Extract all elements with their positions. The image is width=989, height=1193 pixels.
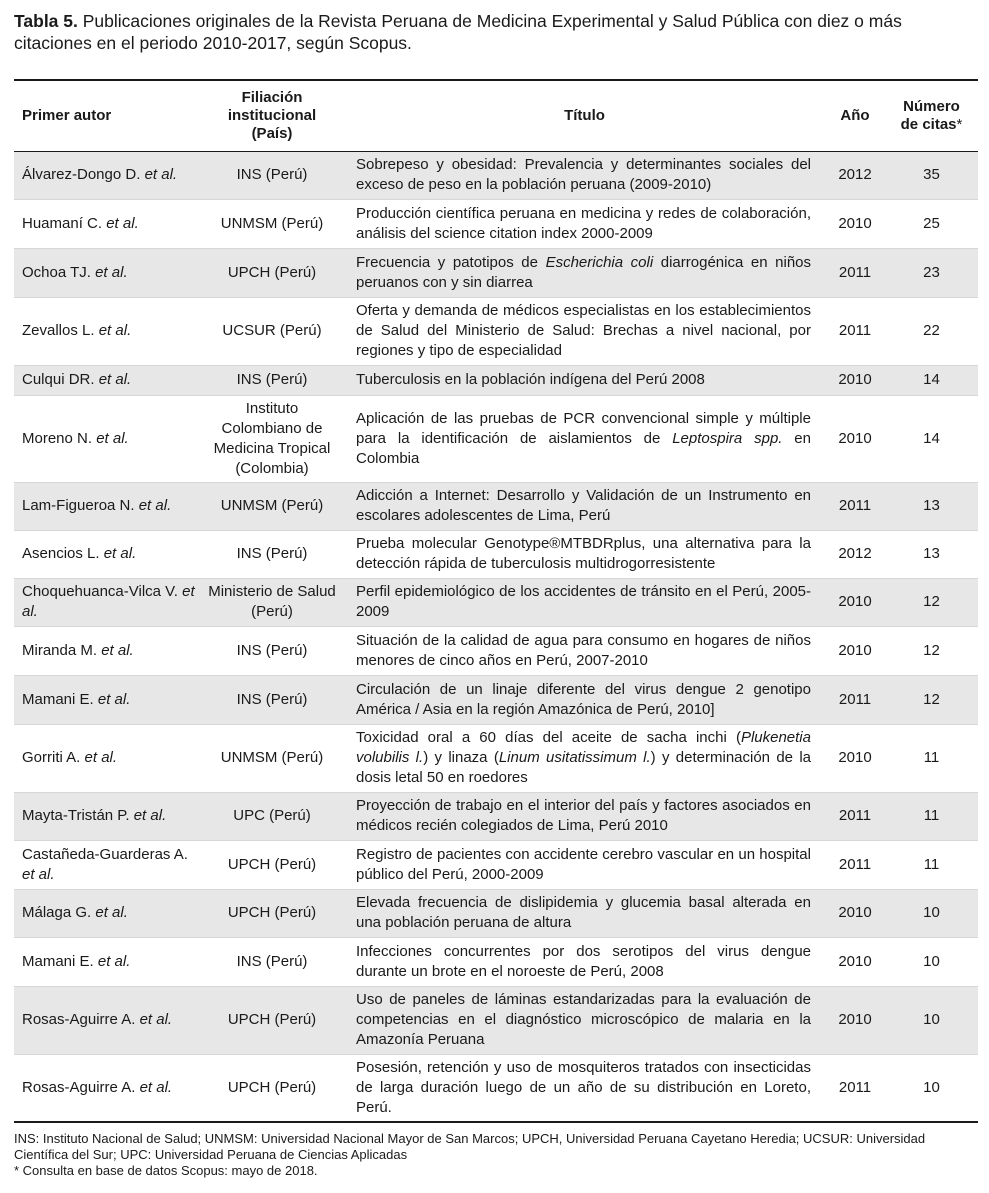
author-name: Miranda M. bbox=[22, 641, 98, 659]
citations-cell: 14 bbox=[885, 395, 978, 482]
author-cell bbox=[14, 482, 200, 530]
title-cell: Posesión, retención y uso de mosquiteros tratados con insecticidas de larga duración luego de un año de su distribución en Loreto, Perú. bbox=[344, 1054, 825, 1122]
author-cell bbox=[14, 365, 200, 395]
et-al: et al. bbox=[96, 429, 129, 447]
title-cell: Adicción a Internet: Desarrollo y Validación de un Instrumento en escolares adolescentes de Lima, Perú bbox=[344, 482, 825, 530]
author-cell bbox=[14, 578, 200, 626]
author-cell bbox=[14, 530, 200, 578]
title-cell: Elevada frecuencia de dislipidemia y glucemia basal alterada en una población peruana de altura bbox=[344, 889, 825, 937]
citations-cell: 23 bbox=[885, 248, 978, 297]
year-cell: 2010 bbox=[825, 365, 885, 395]
et-al: et al. bbox=[84, 749, 118, 766]
author-name: Rosas-Aguirre A. bbox=[22, 1011, 136, 1028]
header-citations-mark: * bbox=[956, 115, 963, 133]
table-row bbox=[14, 395, 978, 482]
author-cell bbox=[14, 724, 200, 792]
year-cell: 2011 bbox=[825, 248, 885, 297]
title-cell: Proyección de trabajo en el interior del país y factores asociados en médicos recién colegiados de Lima, Perú 2010 bbox=[344, 792, 825, 840]
citations-cell: 10 bbox=[885, 889, 978, 937]
year-cell: 2010 bbox=[825, 937, 885, 986]
et-al: et al. bbox=[98, 322, 132, 339]
citations-cell: 22 bbox=[885, 297, 978, 365]
year-cell: 2010 bbox=[825, 986, 885, 1054]
author-cell bbox=[14, 395, 200, 482]
year-cell: 2011 bbox=[825, 482, 885, 530]
year-cell: 2010 bbox=[825, 199, 885, 248]
author-cell bbox=[14, 199, 200, 248]
et-al: et al. bbox=[97, 690, 131, 708]
affiliation-cell: INS (Perú) bbox=[200, 365, 344, 395]
affiliation-cell: Ministerio de Salud (Perú) bbox=[200, 578, 344, 626]
author-name: Mayta-Tristán P. bbox=[22, 807, 130, 824]
affiliation-cell: INS (Perú) bbox=[200, 530, 344, 578]
citations-cell: 10 bbox=[885, 986, 978, 1054]
table-row bbox=[14, 626, 978, 675]
table-row bbox=[14, 365, 978, 395]
table-row bbox=[14, 675, 978, 724]
table-footnotes bbox=[14, 1131, 979, 1179]
et-al: et al. bbox=[106, 214, 139, 232]
affiliation-cell: UPCH (Perú) bbox=[200, 248, 344, 297]
table-row bbox=[14, 937, 978, 986]
citations-cell: 11 bbox=[885, 792, 978, 840]
author-name: Castañeda-Guarderas A. bbox=[22, 845, 188, 863]
author-cell bbox=[14, 626, 200, 675]
author-cell bbox=[14, 889, 200, 937]
abbreviations-note: INS: Instituto Nacional de Salud; UNMSM: Universidad Nacional Mayor de San Marcos; UPCH, Universidad Peruana Cayetano Heredia; UCSUR: Universidad Científica del Sur; UPC: Universidad Peruana de Ciencias Aplicadas bbox=[14, 1131, 926, 1162]
title-text: ) y linaza ( bbox=[423, 749, 499, 766]
citations-cell: 11 bbox=[885, 724, 978, 792]
species-name: Linum usitatissimum l. bbox=[498, 749, 651, 766]
citations-cell: 35 bbox=[885, 151, 978, 199]
citations-cell: 12 bbox=[885, 578, 978, 626]
affiliation-cell: UPCH (Perú) bbox=[200, 840, 344, 889]
et-al: et al. bbox=[139, 1078, 173, 1096]
year-cell: 2011 bbox=[825, 1054, 885, 1122]
title-text: Toxicidad oral a 60 días del aceite de sacha inchi ( bbox=[356, 729, 741, 746]
header-title: Título bbox=[344, 80, 825, 151]
publications-table bbox=[14, 79, 978, 1123]
affiliation-cell: UPCH (Perú) bbox=[200, 1054, 344, 1122]
title-cell: Infecciones concurrentes por dos serotipos del virus dengue durante un brote en el noroeste de Perú, 2008 bbox=[344, 937, 825, 986]
header-year: Año bbox=[825, 80, 885, 151]
year-cell: 2012 bbox=[825, 530, 885, 578]
table-row bbox=[14, 199, 978, 248]
table-row bbox=[14, 248, 978, 297]
et-al: et al. bbox=[138, 497, 172, 514]
affiliation-cell: INS (Perú) bbox=[200, 937, 344, 986]
et-al: et al. bbox=[139, 1011, 173, 1028]
author-cell bbox=[14, 986, 200, 1054]
year-cell: 2011 bbox=[825, 840, 885, 889]
author-cell bbox=[14, 1054, 200, 1122]
affiliation-cell: INS (Perú) bbox=[200, 675, 344, 724]
title-cell: Prueba molecular Genotype®MTBDRplus, una alternativa para la detección rápida de tuberculosis multidrogorresistente bbox=[344, 530, 825, 578]
title-text: Aplicación de las pruebas de PCR convencional simple y múltiple para la identificación de aislamientos de bbox=[356, 409, 811, 447]
author-name: Mamani E. bbox=[22, 690, 94, 708]
year-cell: 2012 bbox=[825, 151, 885, 199]
table-row bbox=[14, 151, 978, 199]
caption-label: Tabla 5. bbox=[14, 11, 78, 31]
et-al: et al. bbox=[144, 166, 178, 183]
title-cell: Producción científica peruana en medicina y redes de colaboración, análisis del science citation index 2000-2009 bbox=[344, 199, 825, 248]
citations-cell: 25 bbox=[885, 199, 978, 248]
title-cell bbox=[344, 395, 825, 482]
title-text: diarrogénica en niños peruanos con y sin diarrea bbox=[356, 253, 811, 291]
affiliation-cell: INS (Perú) bbox=[200, 151, 344, 199]
table-row bbox=[14, 840, 978, 889]
et-al: et al. bbox=[22, 583, 195, 620]
author-cell bbox=[14, 792, 200, 840]
author-name: Gorriti A. bbox=[22, 749, 81, 766]
title-cell: Uso de paneles de láminas estandarizadas para la evaluación de competencias en el diagnóstico microscópico de malaria en la Amazonía Peruana bbox=[344, 986, 825, 1054]
author-name: Rosas-Aguirre A. bbox=[22, 1078, 136, 1096]
year-cell: 2010 bbox=[825, 889, 885, 937]
table-row bbox=[14, 1054, 978, 1122]
et-al: et al. bbox=[133, 807, 167, 824]
et-al: et al. bbox=[97, 952, 131, 970]
table-row bbox=[14, 889, 978, 937]
affiliation-cell: UPC (Perú) bbox=[200, 792, 344, 840]
affiliation-cell: UPCH (Perú) bbox=[200, 889, 344, 937]
scopus-note: * Consulta en base de datos Scopus: mayo de 2018. bbox=[14, 1163, 318, 1178]
author-cell bbox=[14, 675, 200, 724]
author-name: Asencios L. bbox=[22, 545, 100, 562]
year-cell: 2010 bbox=[825, 626, 885, 675]
et-al: et al. bbox=[95, 904, 128, 921]
title-cell: Circulación de un linaje diferente del virus dengue 2 genotipo América / Asia en la región Amazónica de Perú, 2010] bbox=[344, 675, 825, 724]
title-text: en Colombia bbox=[356, 429, 811, 467]
title-text: Frecuencia y patotipos de bbox=[356, 253, 546, 271]
header-citations bbox=[885, 80, 978, 151]
header-citations-label: Número de citas bbox=[900, 97, 960, 133]
author-cell bbox=[14, 297, 200, 365]
citations-cell: 13 bbox=[885, 530, 978, 578]
citations-cell: 14 bbox=[885, 365, 978, 395]
author-name: Málaga G. bbox=[22, 904, 92, 921]
author-cell bbox=[14, 248, 200, 297]
year-cell: 2010 bbox=[825, 578, 885, 626]
title-cell: Oferta y demanda de médicos especialistas en los establecimientos de Salud del Ministerio de Salud: Brechas a nivel nacional, por regiones y tipo de especialidad bbox=[344, 297, 825, 365]
et-al: et al. bbox=[95, 263, 128, 281]
citations-cell: 10 bbox=[885, 937, 978, 986]
author-cell bbox=[14, 151, 200, 199]
species-name: Escherichia coli bbox=[545, 253, 654, 271]
affiliation-cell: UNMSM (Perú) bbox=[200, 724, 344, 792]
table-header-row bbox=[14, 80, 978, 151]
table-row bbox=[14, 986, 978, 1054]
author-name: Lam-Figueroa N. bbox=[22, 497, 135, 514]
year-cell: 2011 bbox=[825, 675, 885, 724]
et-al: et al. bbox=[101, 641, 134, 659]
author-name: Huamaní C. bbox=[22, 214, 103, 232]
author-cell bbox=[14, 840, 200, 889]
title-cell: Situación de la calidad de agua para consumo en hogares de niños menores de cinco años en Perú, 2007-2010 bbox=[344, 626, 825, 675]
affiliation-cell: UCSUR (Perú) bbox=[200, 297, 344, 365]
table-row bbox=[14, 530, 978, 578]
table-row bbox=[14, 792, 978, 840]
author-name: Choquehuanca-Vilca V. bbox=[22, 583, 178, 600]
citations-cell: 12 bbox=[885, 626, 978, 675]
title-cell: Registro de pacientes con accidente cerebro vascular en un hospital público del Perú, 2000-2009 bbox=[344, 840, 825, 889]
citations-cell: 12 bbox=[885, 675, 978, 724]
caption-text: Publicaciones originales de la Revista Peruana de Medicina Experimental y Salud Pública con diez o más citaciones en el periodo 2010-2017, según Scopus. bbox=[14, 11, 902, 53]
author-name: Ochoa TJ. bbox=[22, 263, 91, 281]
et-al: et al. bbox=[103, 545, 137, 562]
author-name: Álvarez-Dongo D. bbox=[22, 166, 141, 183]
title-cell: Sobrepeso y obesidad: Prevalencia y determinantes sociales del exceso de peso en la población peruana (2009-2010) bbox=[344, 151, 825, 199]
et-al: et al. bbox=[22, 865, 55, 883]
year-cell: 2010 bbox=[825, 395, 885, 482]
header-author: Primer autor bbox=[14, 80, 200, 151]
title-cell: Perfil epidemiológico de los accidentes de tránsito en el Perú, 2005-2009 bbox=[344, 578, 825, 626]
affiliation-cell: UPCH (Perú) bbox=[200, 986, 344, 1054]
affiliation-cell: UNMSM (Perú) bbox=[200, 482, 344, 530]
citations-cell: 13 bbox=[885, 482, 978, 530]
title-cell: Tuberculosis en la población indígena del Perú 2008 bbox=[344, 365, 825, 395]
title-text: ) y determinación de la dosis letal 50 en roedores bbox=[356, 749, 812, 786]
table-row bbox=[14, 482, 978, 530]
citations-cell: 11 bbox=[885, 840, 978, 889]
table-row bbox=[14, 724, 978, 792]
year-cell: 2010 bbox=[825, 724, 885, 792]
author-cell bbox=[14, 937, 200, 986]
citations-cell: 10 bbox=[885, 1054, 978, 1122]
table-caption bbox=[14, 10, 979, 54]
affiliation-cell: Instituto Colombiano de Medicina Tropical (Colombia) bbox=[200, 395, 344, 482]
table-row bbox=[14, 297, 978, 365]
year-cell: 2011 bbox=[825, 792, 885, 840]
affiliation-cell: INS (Perú) bbox=[200, 626, 344, 675]
author-name: Culqui DR. bbox=[22, 371, 95, 388]
title-cell bbox=[344, 248, 825, 297]
affiliation-cell: UNMSM (Perú) bbox=[200, 199, 344, 248]
author-name: Zevallos L. bbox=[22, 322, 95, 339]
table-row bbox=[14, 578, 978, 626]
title-cell bbox=[344, 724, 825, 792]
author-name: Moreno N. bbox=[22, 429, 93, 447]
species-name: Plukenetia volubilis l. bbox=[356, 729, 811, 766]
author-name: Mamani E. bbox=[22, 952, 94, 970]
et-al: et al. bbox=[98, 371, 132, 388]
species-name: Leptospira spp. bbox=[672, 429, 783, 447]
year-cell: 2011 bbox=[825, 297, 885, 365]
header-affiliation: Filiación institucional (País) bbox=[200, 80, 344, 151]
